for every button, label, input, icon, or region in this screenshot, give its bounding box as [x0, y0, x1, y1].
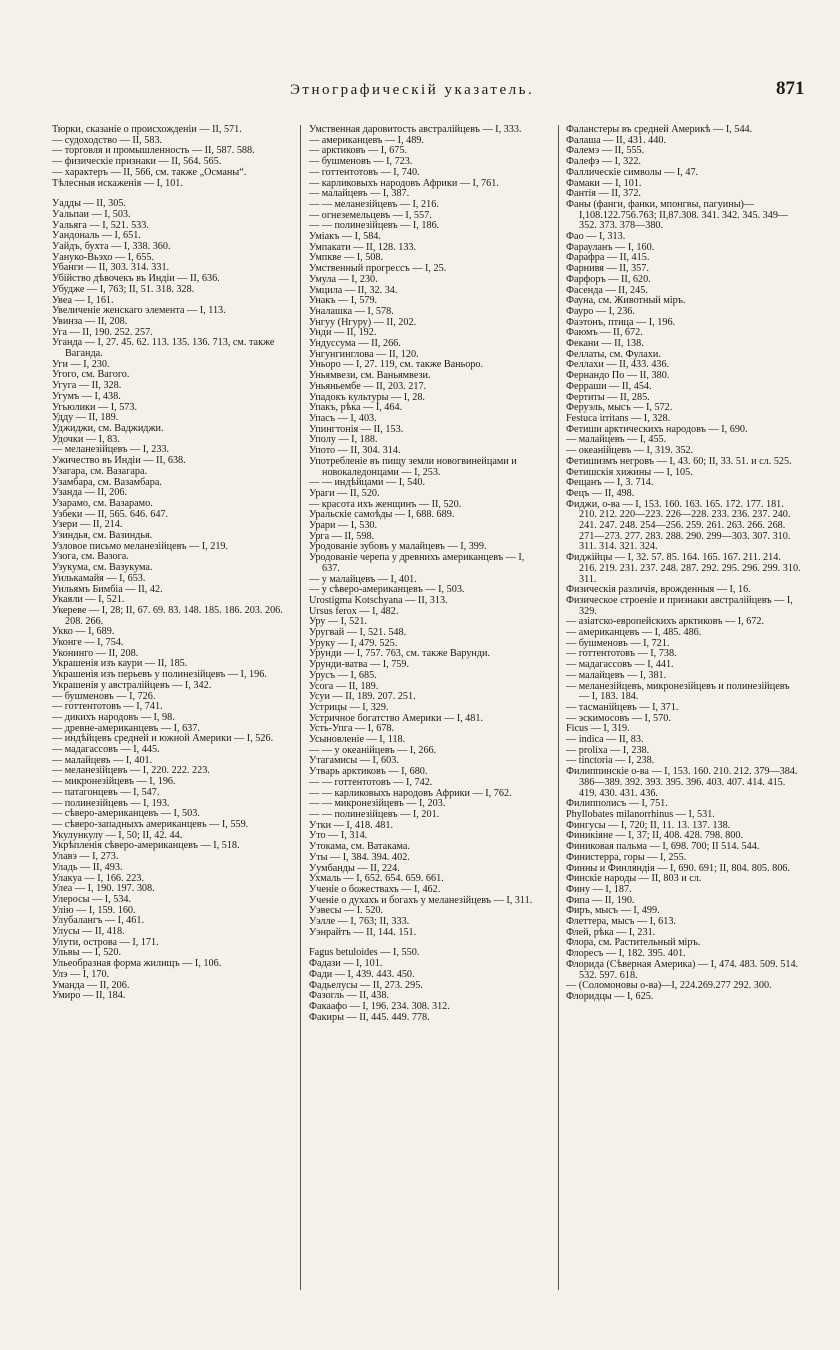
index-entry: Фину — I, 187. — [566, 883, 632, 895]
index-entry: — полинезійцевъ — I, 193. — [52, 797, 170, 809]
index-entry: Умиро — II, 184. — [52, 990, 126, 1002]
index-entry: Финиковая пальма — I, 698. 700; II 514. 544. — [566, 841, 760, 853]
index-entry: Уальпаи — I, 503. — [52, 208, 131, 220]
index-entry: — патагонцевъ — I, 547. — [52, 786, 160, 798]
index-entry: — малайцевъ — I, 401. — [52, 754, 153, 766]
index-entry: — физическіе признаки — II, 564. 565. — [52, 156, 222, 168]
index-entry: Фасенда — II, 245. — [566, 284, 648, 296]
index-entry: Урунди-ватва — I, 759. — [309, 659, 410, 671]
index-entry: Festuca irritans — I, 328. — [566, 412, 671, 424]
index-entry: Ундуссума — II, 266. — [309, 338, 401, 350]
index-entry: Фауро — I, 236. — [566, 305, 635, 317]
index-entry: Убанги — II, 303. 314. 331. — [52, 262, 170, 274]
index-entry: Уньямвези, см. Ваньямвези. — [309, 370, 431, 382]
index-entry: — торговля и промышленность — II, 587. 588. — [52, 145, 255, 157]
index-entry: Узловое письмо меланезійцевъ — I, 219. — [52, 540, 229, 552]
index-entry: Уга — II, 190. 252. 257. — [52, 326, 153, 338]
index-entry: Фарауланъ — I, 160. — [566, 241, 655, 253]
index-entry: — судоходство — II, 583. — [52, 134, 163, 146]
index-entry: — — готтентотовъ — I, 742. — [309, 776, 433, 788]
index-entry: — — микронезійцевъ — I, 203. — [309, 798, 446, 810]
index-entry: — — полинезійцевъ — I, 201. — [309, 809, 440, 820]
index-entry: Умственный прогрессъ — I, 25. — [309, 263, 447, 275]
index-entry: Фещанъ — I, 3. 714. — [566, 477, 654, 489]
index-entry: Ферраши — II, 454. — [566, 380, 652, 392]
index-entry: — малайцевъ — I, 381. — [566, 669, 667, 681]
index-entry: Упото — II, 304. 314. — [309, 445, 401, 457]
index-entry: — малайцевъ — I, 387. — [309, 188, 410, 200]
index-entry: Флоридцы — I, 625. — [566, 990, 654, 1002]
index-entry: Фертиты — II, 285. — [566, 391, 650, 403]
index-entry: Фадази — I, 101. — [309, 958, 383, 970]
index-entry: Уты — I, 384. 394. 402. — [309, 851, 410, 863]
index-entry: Угого, см. Вагого. — [52, 369, 130, 381]
index-entry: — микронезійцевъ — I, 196. — [52, 776, 176, 788]
index-entry: Ученіе о духахъ и богахъ у меланезійцевъ — I, 311. — [309, 894, 533, 906]
index-entry: Узанда — II, 206. — [52, 487, 128, 499]
index-entry: — — индѣйцами — I, 540. — [309, 477, 426, 489]
index-entry: Уилькамайя — I, 653. — [52, 572, 146, 584]
index-entry: Урусъ — I, 685. — [309, 669, 377, 681]
index-entry: Фаланстеры въ средней Америкѣ — I, 544. — [566, 124, 753, 135]
index-entry: Узога, см. Вазога. — [52, 551, 129, 563]
index-entry: Финистерра, горы — I, 255. — [566, 851, 687, 863]
column-divider — [300, 125, 301, 1290]
index-entry: Упакъ, рѣка — I, 464. — [309, 402, 403, 414]
index-entry: Ужичество въ Индіи — II, 638. — [52, 455, 186, 467]
index-entry: — меланезійцевъ, микронезійцевъ и полинезійцевъ — I, 183. 184. — [566, 680, 790, 703]
index-entry: — (Соломоновы о-ва)—I, 224.269.277 292. 300. — [566, 980, 772, 992]
index-entry: — карликовыхъ народовъ Африки — I, 761. — [309, 177, 499, 189]
index-entry: Убудже — I, 763; II, 51. 318. 328. — [52, 283, 195, 295]
index-entry: Уругвай — I, 521. 548. — [309, 627, 407, 639]
index-entry: Финны и Финляндія — I, 690. 691; II, 804. 805. 806. — [566, 862, 790, 874]
index-entry: Увеа — I, 161. — [52, 294, 114, 306]
index-column-2 — [309, 125, 544, 1023]
index-entry: — prolixa — I, 238. — [566, 744, 650, 756]
index-entry: Угуга — II, 328. — [52, 380, 122, 392]
index-entry: — tinctoria — I, 238. — [566, 755, 655, 767]
index-entry: Флора, см. Растительный міръ. — [566, 937, 701, 949]
index-entry: Уконге — I, 754. — [52, 637, 124, 649]
index-entry: Фазогль — II, 438. — [309, 990, 390, 1002]
index-entry: Утки — I, 418. 481. — [309, 819, 394, 831]
index-entry: Усыновленіе — I, 118. — [309, 734, 406, 746]
index-entry: Унди — II, 192. — [309, 327, 377, 339]
index-entry: Phyllobates milanorrhinus — I, 531. — [566, 809, 715, 820]
index-entry: Утварь арктиковъ — I, 680. — [309, 766, 428, 778]
index-entry: Финскіе народы — II, 803 и сл. — [566, 873, 702, 885]
index-entry: Унгунгинглова — II, 120. — [309, 348, 419, 360]
index-entry: Фаюмъ — II, 672. — [566, 327, 643, 339]
index-entry: Фауна, см. Животный міръ. — [566, 295, 686, 307]
index-entry: Физическое строеніе и признаки австралійцевъ — I, 329. — [566, 594, 793, 617]
index-entry: Фалаша — II, 431. 440. — [566, 134, 666, 146]
index-entry: Уандональ — I, 651. — [52, 230, 141, 242]
index-entry: Флорида (Сѣверная Америка) — I, 474. 483. 509. 514. 532. 597. 618. — [566, 958, 799, 981]
index-entry: — американцевъ — I, 485. 486. — [566, 627, 702, 639]
index-entry: Фао — I, 313. — [566, 231, 626, 243]
index-entry: Улавэ — I, 273. — [52, 851, 119, 863]
page-title: Этнографическій указатель. — [290, 82, 535, 98]
index-entry: Ficus — I, 319. — [566, 723, 630, 735]
index-entry: Флей, рѣка — I, 231. — [566, 926, 656, 938]
index-entry: Уконинго — II, 208. — [52, 647, 139, 659]
index-entry: Urostigma Kotschyana — II, 313. — [309, 594, 448, 606]
index-entry: Украшенія изъ перьевъ у полинезійцевъ — I, 196. — [52, 669, 267, 681]
index-entry: Фарнивя — II, 357. — [566, 263, 649, 275]
index-entry: Устрицы — I, 329. — [309, 701, 389, 713]
index-entry: — древне-американцевъ — I, 637. — [52, 722, 200, 734]
index-entry: — — меланезійцевъ — I, 216. — [309, 198, 439, 210]
index-entry: Узагара, см. Вазагара. — [52, 465, 148, 477]
index-entry: Удду — II, 189. — [52, 412, 119, 424]
index-entry: Фамаки — I, 101. — [566, 177, 642, 189]
index-entry: Уганда — I, 27. 45. 62. 113. 135. 136. 713, см. также Ваганда. — [52, 337, 275, 360]
index-entry: — характеръ — II, 566, см. также „Османы“. — [52, 166, 247, 178]
index-entry: Уумбанды — II, 224. — [309, 862, 400, 874]
index-entry: — сѣверо-западныхъ американцевъ — I, 559. — [52, 819, 249, 830]
index-entry: — готтентотовъ — I, 741. — [52, 701, 163, 713]
index-entry: Фетиши арктическихъ народовъ — I, 690. — [566, 423, 748, 435]
index-entry: Улеа — I, 190. 197. 308. — [52, 883, 155, 895]
index-entry: — меланезійцевъ — I, 233. — [52, 444, 170, 456]
index-entry: Умственная даровитость австралійцевъ — I, 333. — [309, 124, 522, 135]
index-entry: Фади — I, 439. 443. 450. — [309, 968, 415, 980]
index-entry: Увинза — II, 208. — [52, 315, 128, 327]
index-column-1 — [52, 125, 287, 1002]
index-entry: — готтентотовъ — I, 740. — [309, 166, 420, 178]
index-entry: Узбеки — II, 565. 646. 647. — [52, 508, 169, 520]
index-entry: Тѣлесныя искаженія — I, 101. — [52, 177, 183, 189]
index-entry: Уманда — II, 206. — [52, 979, 130, 991]
index-entry: Урга — II, 598. — [309, 530, 375, 542]
index-entry: Улубалангъ — I, 461. — [52, 915, 144, 927]
index-entry: Уродованіе черепа у древнихъ американцевъ — I, 637. — [309, 552, 525, 574]
index-entry: Фетишизмъ негровъ — I, 43. 60; II, 33. 51. и сл. 525. — [566, 455, 792, 467]
index-entry: Уальяга — I, 521. 533. — [52, 219, 149, 231]
index-entry: Уэлле — I, 763; II, 333. — [309, 916, 410, 928]
index-entry: Фантія — II, 372. — [566, 188, 641, 200]
index-entry: Уньоро — I, 27. 119, см. также Ваньоро. — [309, 359, 484, 371]
index-entry: — у малайцевъ — I, 401. — [309, 573, 417, 585]
index-entry: Фадьелусы — II, 273. 295. — [309, 979, 423, 991]
index-entry: Ураги — II, 520. — [309, 487, 380, 499]
index-entry: Ученіе о божествахъ — I, 462. — [309, 883, 441, 895]
index-entry: Умiакъ — I, 584. — [309, 231, 381, 243]
index-entry: — тасманійцевъ — I, 371. — [566, 701, 679, 713]
index-entry: Усть-Упга — I, 678. — [309, 723, 395, 735]
index-entry: Флеттера, мысъ — I, 613. — [566, 916, 676, 928]
index-entry: Феллахи — II, 433. 436. — [566, 359, 670, 371]
index-entry: Узамбара, см. Вазамбара. — [52, 476, 162, 488]
index-entry: Фетишскія хижины — I, 105. — [566, 466, 693, 478]
index-entry: — мадагассовъ — I, 441. — [566, 659, 674, 671]
index-entry: Уродованіе зубовъ у малайцевъ — I, 399. — [309, 541, 487, 553]
index-entry: — бушменовъ — I, 726. — [52, 690, 156, 702]
index-entry: Ursus ferox — I, 482. — [309, 605, 399, 617]
index-entry: Уполу — I, 188. — [309, 434, 378, 446]
index-entry: Уналашка — I, 578. — [309, 305, 394, 317]
index-entry: Уджиджи, см. Ваджиджи. — [52, 422, 164, 434]
index-entry: Умцила — II, 32. 34. — [309, 284, 398, 296]
index-entry: Улусы — II, 418. — [52, 926, 125, 938]
index-entry: Флоресъ — I, 182. 395. 401. — [566, 948, 686, 960]
index-entry: Фаллическіе символы — I, 47. — [566, 166, 699, 178]
index-entry: Фипа — II, 190. — [566, 894, 635, 906]
index-entry: Уто — I, 314. — [309, 830, 368, 842]
index-entry: Удочки — I, 83. — [52, 433, 120, 445]
index-entry: Уадды — II, 305. — [52, 198, 126, 210]
index-entry: Уги — I, 230. — [52, 358, 110, 370]
index-entry: — огнеземельцевъ — I, 557. — [309, 209, 432, 221]
index-entry: Улакуа — I, 166. 223. — [52, 872, 144, 884]
index-entry: Укулункулу — I, 50; II, 42. 44. — [52, 829, 183, 841]
index-entry: Фаэтонъ, птица — I, 196. — [566, 316, 676, 328]
column-divider — [558, 125, 559, 1290]
index-entry: Уньяньембе — II, 203. 217. — [309, 380, 427, 392]
index-entry: Усуи — II, 189. 207. 251. — [309, 691, 416, 703]
page-number: 871 — [776, 78, 805, 99]
index-entry: Улэ — I, 170. — [52, 968, 110, 980]
index-entry: — — карликовыхъ народовъ Африки — I, 762. — [309, 787, 512, 799]
index-entry: Унакъ — I, 579. — [309, 295, 378, 307]
index-entry: Уануко-Вьэхо — I, 655. — [52, 251, 155, 263]
index-entry: Финикіяне — I, 37; II, 408. 428. 798. 800. — [566, 830, 744, 842]
index-entry: Ухмаль — I, 652. 654. 659. 661. — [309, 873, 444, 885]
index-entry: Уру — I, 521. — [309, 616, 367, 628]
index-entry: Фаны (фанги, фанки, мпонгвы, пагуины)—I,108.122.756.763; II,87.308. 341. 342. 345. 349—352. 373. 378—380. — [566, 198, 789, 232]
index-entry: — малайцевъ — I, 455. — [566, 434, 667, 446]
index-entry: Утагамисы — I, 603. — [309, 755, 399, 767]
index-entry: — у сѣверо-американцевъ — I, 503. — [309, 584, 465, 596]
index-entry: Ульвы — I, 520. — [52, 947, 122, 959]
index-entry: Утокама, см. Ватакама. — [309, 841, 410, 853]
index-entry: Укрѣпленія сѣверо-американцевъ — I, 518. — [52, 840, 240, 852]
index-entry: Уральскіе самоѣды — I, 688. 689. — [309, 509, 455, 521]
index-entry: Филиппинскіе о-ва — I, 153. 160. 210. 212. 379—384. 386—389. 392. 393. 395. 396. 403. 407. 414. 415. 419. 430. 431. 436. — [566, 766, 798, 799]
index-entry: Умпакати — II, 128. 133. — [309, 241, 417, 253]
index-entry: Уэнрайтъ — II, 144. 151. — [309, 926, 417, 938]
index-entry: — indica — II, 83. — [566, 734, 644, 746]
index-entry: Фингусы — I, 720; II, 11. 13. 137. 138. — [566, 819, 731, 831]
index-entry: Узери — II, 214. — [52, 519, 123, 531]
index-entry: Урунди — I, 757. 763, см. также Варунди. — [309, 648, 491, 660]
index-entry: Умула — I, 230. — [309, 273, 378, 285]
index-entry: — мадагассовъ — I, 445. — [52, 744, 160, 756]
index-entry: Увеличеніе женскаго элемента — I, 113. — [52, 305, 226, 317]
index-entry: Физическія различія, врожденныя — I, 16. — [566, 584, 751, 596]
index-entry: — арктиковъ — I, 675. — [309, 145, 408, 157]
index-entry: Украшенія у австралійцевъ — I, 342. — [52, 679, 212, 691]
index-entry: Упасъ — I, 403. — [309, 412, 377, 424]
index-entry: Уайдъ, бухта — I, 338. 360. — [52, 241, 171, 253]
index-entry: Узукума, см. Вазукума. — [52, 562, 153, 574]
index-entry: Факиры — II, 445. 449. 778. — [309, 1011, 430, 1023]
index-entry: Тюрки, сказаніе о происхожденіи — II, 571. — [52, 124, 242, 135]
index-entry: — бушменовъ — I, 721. — [566, 637, 670, 649]
index-entry: Умпкве — I, 508. — [309, 252, 384, 264]
index-entry: Фарфоръ — II, 620. — [566, 273, 651, 285]
index-entry: Ульеобразная форма жилищъ — I, 106. — [52, 958, 222, 970]
index-entry: Узарамо, см. Вазарамо. — [52, 497, 153, 509]
index-entry: Убійство дѣвочекъ въ Индіи — II, 636. — [52, 273, 220, 285]
page-header — [0, 78, 840, 106]
index-entry: — эскимосовъ — I, 570. — [566, 712, 671, 724]
index-entry: Уруку — I, 479. 525. — [309, 637, 398, 649]
index-entry: Уэвесы — I. 520. — [309, 905, 384, 917]
index-entry: Украшенія изъ каури — II, 185. — [52, 658, 188, 670]
index-entry: — океанійцевъ — I, 319. 352. — [566, 445, 694, 457]
index-entry: Феруэль, мысъ — I, 572. — [566, 402, 673, 414]
index-entry: Фецъ — II, 498. — [566, 487, 635, 499]
index-entry: — — полинезійцевъ — I, 186. — [309, 220, 440, 232]
index-entry: Угумъ — I, 438. — [52, 390, 121, 402]
index-entry: Фиджійцы — I, 32. 57. 85. 164. 165. 167. 211. 214. 216. 219. 231. 237. 248. 287. 292. 295. 296. 299. 310. 311. — [566, 552, 801, 585]
index-entry: Улути, острова — I, 171. — [52, 936, 159, 948]
index-entry: — индѣйцевъ средней и южной Америки — I, 526. — [52, 733, 274, 745]
index-entry: Укаяли — I, 521. — [52, 594, 125, 606]
index-entry: — американцевъ — I, 489. — [309, 134, 424, 146]
index-entry: Устричное богатство Америки — I, 481. — [309, 712, 484, 724]
index-entry: Фарафра — II, 415. — [566, 252, 650, 264]
index-entry: Унгуу (Нгуру) — II, 202. — [309, 316, 417, 328]
index-entry: Уильямъ Бимбіа — II, 42. — [52, 583, 163, 595]
index-entry: Укко — I, 689. — [52, 626, 115, 638]
index-entry: Укереве — I, 28; II, 67. 69. 83. 148. 185. 186. 203. 206. 208. 266. — [52, 604, 283, 627]
index-entry: Упингтонія — II, 153. — [309, 423, 404, 435]
index-entry: — готтентотовъ — I, 738. — [566, 648, 677, 660]
index-entry: Факаафо — I, 196. 234. 308. 312. — [309, 1000, 450, 1012]
index-entry: Улію — I, 159. 160. — [52, 904, 136, 916]
index-entry: Fagus betuloides — I, 550. — [309, 947, 420, 959]
index-entry: Фалемэ — II, 555. — [566, 145, 645, 157]
index-entry: Уладь — II, 493. — [52, 861, 123, 873]
index-entry: Филипполисъ — I, 751. — [566, 798, 668, 810]
index-entry: — меланезійцевъ — I, 220. 222. 223. — [52, 765, 210, 777]
index-column-3 — [566, 125, 801, 1003]
index-entry: Узиндья, см. Вазиндья. — [52, 530, 153, 542]
index-entry: Фекани — II, 138. — [566, 338, 644, 350]
index-entry: Фиръ, мысъ — I, 499. — [566, 905, 660, 917]
index-entry: Улеросы — I, 534. — [52, 893, 132, 905]
index-entry: Усога — II, 189. — [309, 680, 379, 692]
index-entry: Угьюлики — I, 573. — [52, 401, 138, 413]
index-entry: Употребленіе въ пищу земли новогвинейцами и новокаледонцами — I, 253. — [309, 455, 517, 478]
index-entry: Фиджи, о-ва — I, 153. 160. 163. 165. 172. 177. 181. 210. 212. 220—223. 226—228. 233. 236. 237. 240. 241. 247. 248. 254—256. 259. 261. 263. 266. 268. 271—273. 277. 283. 288. 290. 299—303. 307. 310. 311. 314. 321. 324. — [566, 498, 791, 553]
index-entry: — азіатско-европейскихъ арктиковъ — I, 672. — [566, 616, 765, 628]
index-entry: — красота ихъ женщинъ — II, 520. — [309, 498, 462, 510]
index-entry: Фалефэ — I, 322. — [566, 156, 641, 168]
index-entry: Фернандо По — II, 380. — [566, 370, 670, 382]
index-entry: — сѣверо-американцевъ — I, 503. — [52, 808, 200, 820]
index-entry: Феллаты, см. Фулахи. — [566, 348, 661, 360]
index-entry: Урари — I, 530. — [309, 520, 378, 532]
index-entry: — дикихъ народовъ — I, 98. — [52, 711, 175, 723]
index-entry: Упадокъ культуры — I, 28. — [309, 391, 425, 403]
index-entry: — бушменовъ — I, 723. — [309, 156, 413, 168]
index-entry: — — у океанійцевъ — I, 266. — [309, 744, 437, 756]
